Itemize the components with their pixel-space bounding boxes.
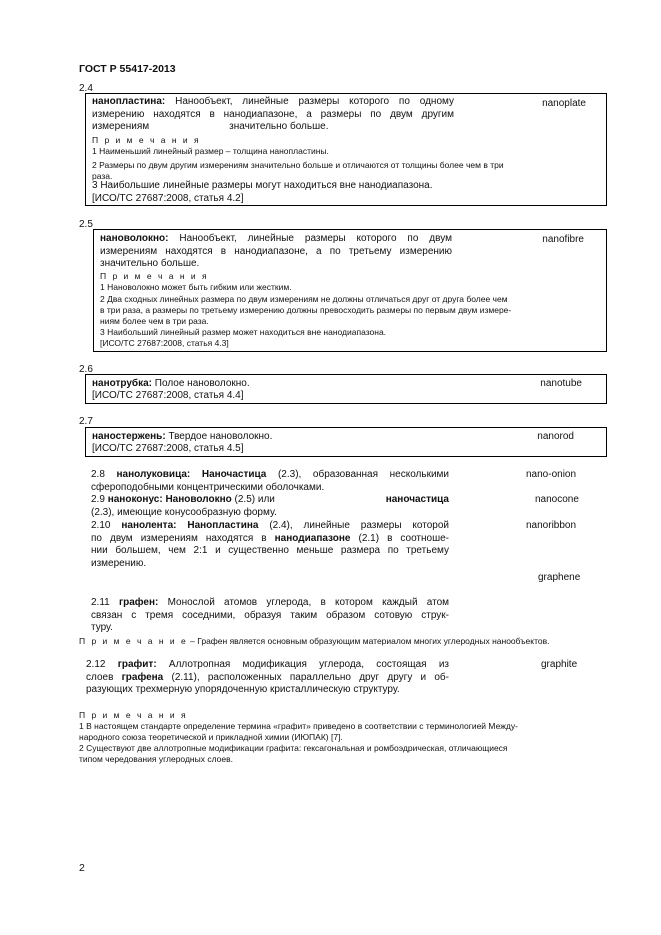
term-name: нанотрубка: [92,378,153,389]
english-equivalent: nanoribbon [526,520,577,531]
term-name: наноконус: [107,494,163,505]
definition-text: Нанообъект, линейные размеры которого по двум [179,233,453,244]
note-text: – Графен является основным образующим материалом многих углеродных нанообъектов. [190,636,550,646]
notes-label: П р и м е ч а н и я [92,135,201,145]
entry-number: 2.5 [79,219,93,230]
definition-text: измерениям [92,121,150,132]
term-name: нановолокно: [100,233,169,244]
note-item: типом чередования углеродных слоев. [79,754,233,764]
term-entry-2-11 [91,597,449,635]
term-note [79,636,550,647]
english-equivalent: nanoplate [542,98,586,109]
definition-text: (2.3), образованная несколькими [277,469,450,480]
term-entry-2-10 [91,520,449,570]
cross-reference: Наночастица [201,469,267,480]
english-equivalent: graphite [541,659,578,670]
document-header: ГОСТ Р 55417-2013 [79,63,176,75]
definition-text: Нанообъект, линейные размеры которого по одному [175,96,454,107]
definition-text: (2.5) или [234,494,275,505]
definition-text: измерению. [91,557,147,569]
term-name: графен: [118,597,159,608]
term-definition [92,378,250,391]
definition-text: по двум измерениям находятся в [91,532,267,544]
note-item: 2 Существуют две аллотропные модификации графита: гексагональная и ромбоэдрическая, отличающиеся [79,743,508,753]
source-reference: [ИСО/ТС 27687:2008, статья 4.4] [92,390,244,401]
cross-reference: Нановолокно [165,494,232,505]
note-item: 3 Наибольшие линейные размеры могут находиться вне нанодиапазона. [92,180,433,191]
definition-text: (2.1) в соотноше- [358,532,449,544]
english-equivalent: nanotube [540,378,582,389]
definition-text: Твердое нановолокно. [168,431,273,442]
term-box-2-4 [85,93,607,206]
term-box-2-5 [93,229,607,352]
note-label: П р и м е ч а н и е [79,636,188,646]
english-equivalent: nano-onion [526,469,577,480]
page-number: 2 [79,862,85,874]
entry-number: 2.12 [86,659,106,670]
term-name: нанолуковица: [116,469,191,480]
definition-text: значительно больше. [229,121,329,132]
definition-text: Монослой атомов углерода, в котором каждый атом [167,597,450,608]
definition-text: связан с тремя соседними, образуя таким образом сотовую струк- [91,609,449,621]
note-item: 1 В настоящем стандарте определение термина «графит» приведено в соответствии с терминологией Между- [79,721,518,731]
definition-text: измерению находятся в нанодиапазоне, а размеры по двум другим [92,108,454,120]
note-item: народного союза теоретической и прикладной химии (ИЮПАК) [7]. [79,732,343,742]
entry-number: 2.10 [91,520,111,531]
definition-text: значительно больше. [100,258,200,269]
definition-text: нии большем, чем 2:1 и существенно меньше размера по третьему [91,545,449,556]
definition-text: измерениям находятся в нанодиапазоне, а по третьему измерению [100,245,452,257]
definition-text: (2.3), имеющие конусообразную форму. [91,506,277,518]
term-definition [92,96,454,134]
entry-number: 2.9 [91,494,105,505]
note-item: раза. [92,171,113,181]
definition-text: (2.4), линейные размеры которой [269,520,449,531]
term-box-2-7 [85,427,607,457]
definition-text: Аллотропная модификация углерода, состоящая из [168,659,449,670]
english-equivalent: nanocone [535,494,579,505]
notes-list [79,721,604,765]
notes-list [92,146,602,182]
notes-label: П р и м е ч а н и я [100,271,209,281]
english-equivalent: graphene [538,572,581,583]
term-box-2-6 [85,374,607,404]
definition-text: сфероподобными концентрическими оболочками. [91,481,325,493]
definition-text: (2.11), расположенных параллельно друг другу и об- [171,671,449,683]
note-item: ниям более чем в три раза. [100,316,209,326]
term-definition [92,431,272,444]
definition-text: туру. [91,622,113,633]
cross-reference: наночастица [385,494,449,505]
definition-text: Полое нановолокно. [154,378,250,389]
note-item: 1 Нановолокно может быть гибким или жестким. [100,282,292,292]
cross-reference: Нанопластина [187,520,259,531]
term-name: наностержень: [92,431,166,442]
term-entry-2-12 [86,659,449,697]
entry-number: 2.11 [91,597,110,608]
source-reference: [ИСО/ТС 27687:2008, статья 4.3] [100,338,229,348]
term-definition [100,233,452,271]
term-entry-2-9 [91,494,449,519]
english-equivalent: nanofibre [542,234,584,245]
note-item: в три раза, а размеры по третьему измерению должны превосходить размеры по первым двум измере- [100,305,512,315]
note-item: 3 Наибольший линейный размер может находиться вне нанодиапазона. [100,327,387,337]
entry-number: 2.6 [79,364,93,375]
english-equivalent: nanorod [537,431,574,442]
term-name: графит: [117,659,157,670]
cross-reference: графена [121,671,164,683]
entry-number: 2.4 [79,83,93,94]
note-item: 2 Размеры по двум другим измерениям значительно больше и отличаются от толщины более чем в три [92,160,504,170]
source-reference: [ИСО/ТС 27687:2008, статья 4.5] [92,443,244,454]
term-name: нанопластина: [92,96,166,107]
notes-list [100,282,600,349]
note-item: 1 Наименьший линейный размер – толщина нанопластины. [92,146,329,156]
source-reference: [ИСО/ТС 27687:2008, статья 4.2] [92,193,244,204]
definition-text: разующих трехмерную упорядоченную кристаллическую структуру. [86,684,400,695]
term-entry-2-8 [91,469,449,494]
term-name: нанолента: [121,520,177,531]
notes-label: П р и м е ч а н и я [79,710,188,720]
entry-number: 2.8 [91,469,105,480]
definition-text: слоев [86,671,114,683]
note-item: 2 Два сходных линейных размера по двум измерениям не должны отличаться друг от друга более чем [100,294,508,304]
cross-reference: нанодиапазоне [274,532,351,544]
entry-number: 2.7 [79,416,93,427]
